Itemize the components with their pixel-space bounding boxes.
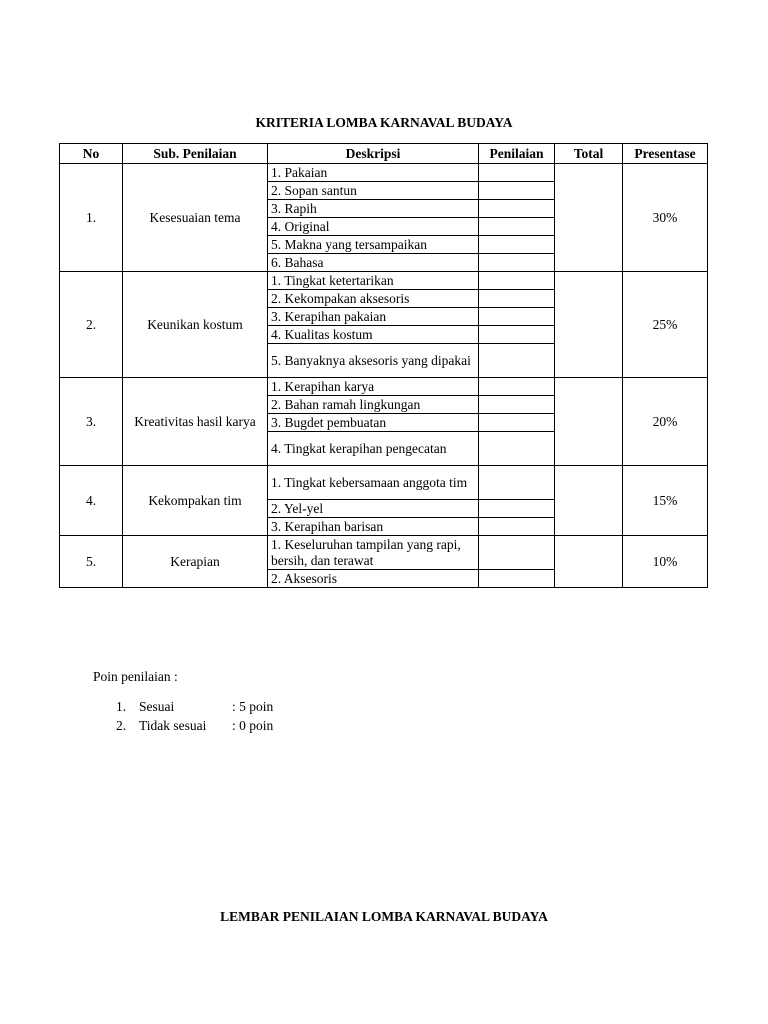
poin-item-number: 1. — [116, 699, 127, 714]
penilaian-cell[interactable] — [479, 272, 555, 290]
sub-penilaian-cell: Kerapian — [123, 536, 268, 588]
penilaian-cell[interactable] — [479, 254, 555, 272]
header-no: No — [60, 144, 123, 164]
penilaian-cell[interactable] — [479, 164, 555, 182]
penilaian-cell[interactable] — [479, 570, 555, 588]
penilaian-cell[interactable] — [479, 396, 555, 414]
deskripsi-cell: 1. Kerapihan karya — [268, 378, 479, 396]
row-number: 1. — [60, 164, 123, 272]
presentase-cell: 20% — [623, 378, 708, 466]
table-row — [60, 466, 708, 500]
deskripsi-cell: 1. Tingkat kebersamaan anggota tim — [268, 466, 479, 500]
poin-item-label: Tidak sesuai — [139, 718, 207, 733]
row-number: 4. — [60, 466, 123, 536]
presentase-cell: 15% — [623, 466, 708, 536]
penilaian-cell[interactable] — [479, 290, 555, 308]
header-presentase: Presentase — [623, 144, 708, 164]
total-cell[interactable] — [555, 164, 623, 272]
sub-penilaian-cell: Kreativitas hasil karya — [123, 378, 268, 466]
presentase-cell: 10% — [623, 536, 708, 588]
header-penilaian: Penilaian — [479, 144, 555, 164]
deskripsi-cell: 2. Bahan ramah lingkungan — [268, 396, 479, 414]
deskripsi-cell: 2. Sopan santun — [268, 182, 479, 200]
poin-item — [116, 716, 273, 735]
deskripsi-cell: 5. Makna yang tersampaikan — [268, 236, 479, 254]
deskripsi-cell: 4. Tingkat kerapihan pengecatan — [268, 432, 479, 466]
sub-penilaian-cell: Kesesuaian tema — [123, 164, 268, 272]
deskripsi-cell: 2. Yel-yel — [268, 500, 479, 518]
penilaian-cell[interactable] — [479, 326, 555, 344]
poin-item-value: : 0 poin — [232, 718, 274, 733]
deskripsi-cell: 1. Keseluruhan tampilan yang rapi, bersih, dan terawat — [268, 536, 479, 570]
header-deskripsi: Deskripsi — [268, 144, 479, 164]
page-title: KRITERIA LOMBA KARNAVAL BUDAYA — [255, 115, 513, 130]
deskripsi-cell: 4. Original — [268, 218, 479, 236]
deskripsi-cell: 3. Kerapihan barisan — [268, 518, 479, 536]
poin-list — [116, 697, 273, 735]
penilaian-cell[interactable] — [479, 182, 555, 200]
deskripsi-cell: 3. Bugdet pembuatan — [268, 414, 479, 432]
penilaian-cell[interactable] — [479, 218, 555, 236]
total-cell[interactable] — [555, 466, 623, 536]
penilaian-cell[interactable] — [479, 378, 555, 396]
presentase-cell: 25% — [623, 272, 708, 378]
penilaian-cell[interactable] — [479, 518, 555, 536]
deskripsi-cell: 5. Banyaknya aksesoris yang dipakai — [268, 344, 479, 378]
deskripsi-cell: 3. Kerapihan pakaian — [268, 308, 479, 326]
criteria-table — [59, 143, 708, 588]
table-header-row — [60, 144, 708, 164]
row-number: 2. — [60, 272, 123, 378]
penilaian-cell[interactable] — [479, 466, 555, 500]
table-row — [60, 272, 708, 290]
poin-item-number: 2. — [116, 718, 127, 733]
sub-penilaian-cell: Keunikan kostum — [123, 272, 268, 378]
penilaian-cell[interactable] — [479, 414, 555, 432]
header-sub-penilaian: Sub. Penilaian — [123, 144, 268, 164]
table-row — [60, 378, 708, 396]
total-cell[interactable] — [555, 536, 623, 588]
deskripsi-cell: 1. Pakaian — [268, 164, 479, 182]
table-row — [60, 536, 708, 570]
penilaian-cell[interactable] — [479, 500, 555, 518]
total-cell[interactable] — [555, 272, 623, 378]
penilaian-cell[interactable] — [479, 236, 555, 254]
deskripsi-cell: 2. Aksesoris — [268, 570, 479, 588]
deskripsi-cell: 1. Tingkat ketertarikan — [268, 272, 479, 290]
row-number: 5. — [60, 536, 123, 588]
presentase-cell: 30% — [623, 164, 708, 272]
poin-item-label: Sesuai — [139, 699, 175, 714]
header-total: Total — [555, 144, 623, 164]
footer-title: LEMBAR PENILAIAN LOMBA KARNAVAL BUDAYA — [220, 909, 548, 924]
row-number: 3. — [60, 378, 123, 466]
poin-item — [116, 697, 273, 716]
deskripsi-cell: 4. Kualitas kostum — [268, 326, 479, 344]
poin-heading: Poin penilaian : — [93, 669, 178, 684]
deskripsi-cell: 3. Rapih — [268, 200, 479, 218]
table-row — [60, 164, 708, 182]
penilaian-cell[interactable] — [479, 432, 555, 466]
penilaian-cell[interactable] — [479, 200, 555, 218]
deskripsi-cell: 2. Kekompakan aksesoris — [268, 290, 479, 308]
penilaian-cell[interactable] — [479, 536, 555, 570]
penilaian-cell[interactable] — [479, 308, 555, 326]
total-cell[interactable] — [555, 378, 623, 466]
penilaian-cell[interactable] — [479, 344, 555, 378]
poin-item-value: : 5 poin — [232, 699, 274, 714]
sub-penilaian-cell: Kekompakan tim — [123, 466, 268, 536]
deskripsi-cell: 6. Bahasa — [268, 254, 479, 272]
